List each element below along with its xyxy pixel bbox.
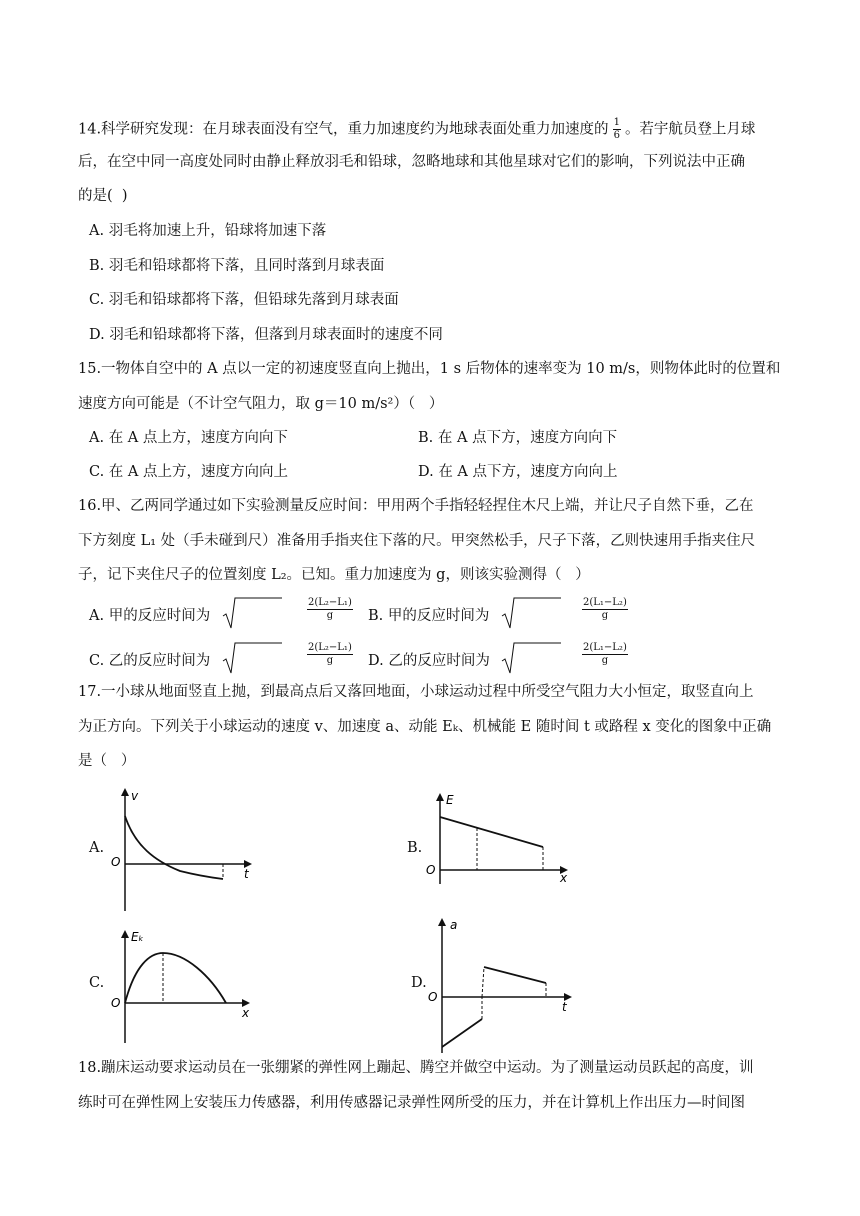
y-axis-arrow-icon	[121, 788, 129, 796]
q16-option-d	[368, 641, 627, 681]
q15-option-a: A. 在 A 点上方，速度方向向下	[89, 430, 288, 446]
origin-label: O	[426, 863, 436, 877]
x-axis-label: x	[560, 871, 568, 885]
q16-line-1: 16.甲、乙两同学通过如下实验测量反应时间：甲用两个手指轻轻捏住木尺上端，并让尺子自然下垂，乙在	[78, 498, 754, 514]
q16-option-a	[89, 596, 352, 636]
sqrt-radical-icon	[500, 596, 562, 630]
q18-line-1: 18.蹦床运动要求运动员在一张绷紧的弹性网上蹦起、腾空并做空中运动。为了测量运动员跃起的高度，训	[78, 1060, 754, 1076]
y-axis-label: a	[450, 918, 458, 932]
q14-line-1	[78, 117, 755, 142]
q16-option-a-text: A. 甲的反应时间为	[89, 608, 211, 624]
q14-text-b: 。若宇航员登上月球	[624, 121, 756, 138]
dashed-line	[482, 967, 484, 997]
graph-b-energy-distance	[420, 790, 580, 885]
q16-formula-b: $\frac{\text{2(L₁−L₂)}}{g}$	[583, 597, 627, 621]
q14-line-3: 的是( )	[78, 188, 128, 204]
graph-d-acceleration-time	[420, 915, 580, 1055]
q15-option-b: B. 在 A 点下方，速度方向向下	[418, 430, 618, 446]
q14-fraction	[613, 117, 621, 142]
q16-line-2: 下方刻度 L₁ 处（手未碰到尺）准备用手指夹住下落的尺。甲突然松手，尺子下落，乙则快速用手指夹住尺	[78, 533, 756, 549]
q16-option-c	[89, 641, 352, 681]
energy-line	[440, 817, 543, 847]
q16-formula-c: $\frac{\text{2(L₂−L₁)}}{g}$	[308, 642, 352, 666]
graph-a-label: A.	[89, 840, 105, 856]
y-axis-label: E	[446, 793, 454, 807]
q16-option-d-text: D. 乙的反应时间为	[368, 653, 490, 669]
y-axis-arrow-icon	[438, 918, 446, 926]
q16-option-b	[368, 596, 627, 636]
origin-label: O	[111, 855, 121, 869]
graph-c-label: C.	[89, 975, 105, 991]
origin-label: O	[111, 996, 121, 1010]
y-axis-label: Eₖ	[131, 930, 144, 944]
sqrt-formula	[500, 596, 562, 636]
q17-line-2: 为正方向。下列关于小球运动的速度 v、加速度 a、动能 Eₖ、机械能 E 随时间 t 或路程 x 变化的图象中正确	[78, 719, 772, 735]
x-axis-label: t	[562, 1000, 567, 1014]
sqrt-formula	[500, 641, 562, 681]
graph-d-label: D.	[411, 975, 427, 991]
q14-option-c: C. 羽毛和铅球都将下落，但铅球先落到月球表面	[89, 292, 399, 308]
q16-option-b-text: B. 甲的反应时间为	[368, 608, 490, 624]
acceleration-line-down	[442, 1019, 482, 1047]
q14-option-b: B. 羽毛和铅球都将下落，且同时落到月球表面	[89, 258, 385, 274]
graph-c-kinetic-energy-distance	[100, 925, 260, 1045]
sqrt-radical-icon	[221, 596, 283, 630]
y-axis-arrow-icon	[436, 793, 444, 801]
q18-line-2: 练时可在弹性网上安装压力传感器，利用传感器记录弹性网所受的压力，并在计算机上作出压力—时间图	[78, 1095, 745, 1111]
q17-line-3: 是（ ）	[78, 753, 136, 769]
q14-option-a: A. 羽毛将加速上升，铅球将加速下落	[89, 223, 327, 239]
q15-line-1: 15.一物体自空中的 A 点以一定的初速度竖直向上抛出，1 s 后物体的速率变为 10 m/s，则物体此时的位置和	[78, 361, 781, 377]
acceleration-line-up	[484, 967, 546, 983]
q16-option-c-text: C. 乙的反应时间为	[89, 653, 211, 669]
graph-b-label: B.	[407, 840, 423, 856]
q14-line-2: 后，在空中同一高度处同时由静止释放羽毛和铅球，忽略地球和其他星球对它们的影响，下列说法中正确	[78, 154, 745, 170]
graph-a-velocity-time	[100, 786, 260, 916]
sqrt-radical-icon	[221, 641, 283, 675]
sqrt-formula	[221, 596, 283, 636]
origin-label: O	[428, 990, 438, 1004]
sqrt-formula	[221, 641, 283, 681]
q16-line-3: 子，记下夹住尺子的位置刻度 L₂。已知。重力加速度为 g，则该实验测得（ ）	[78, 567, 590, 583]
kinetic-energy-curve	[125, 953, 226, 1003]
q15-option-c: C. 在 A 点上方，速度方向向上	[89, 464, 288, 480]
x-axis-label: t	[244, 867, 249, 881]
y-axis-label: v	[131, 789, 139, 803]
q15-option-d: D. 在 A 点下方，速度方向向上	[418, 464, 618, 480]
velocity-curve	[125, 816, 223, 879]
q14-option-d: D. 羽毛和铅球都将下落，但落到月球表面时的速度不同	[89, 327, 443, 343]
fraction-numerator: 1	[613, 117, 620, 128]
fraction-denominator: 6	[613, 130, 620, 141]
q14-text-a: 14.科学研究发现：在月球表面没有空气，重力加速度约为地球表面处重力加速度的	[78, 121, 609, 138]
x-axis-label: x	[242, 1006, 250, 1020]
sqrt-radical-icon	[500, 641, 562, 675]
q17-line-1: 17.一小球从地面竖直上抛，到最高点后又落回地面，小球运动过程中所受空气阻力大小恒定，取竖直向上	[78, 684, 754, 700]
y-axis-arrow-icon	[121, 930, 129, 938]
q16-formula-a: $\frac{\text{2(L₂−L₁)}}{g}$	[308, 597, 352, 621]
q15-line-2: 速度方向可能是（不计空气阻力，取 g＝10 m/s²）（ ）	[78, 396, 444, 412]
q16-formula-d: $\frac{\text{2(L₁−L₂)}}{g}$	[583, 642, 627, 666]
